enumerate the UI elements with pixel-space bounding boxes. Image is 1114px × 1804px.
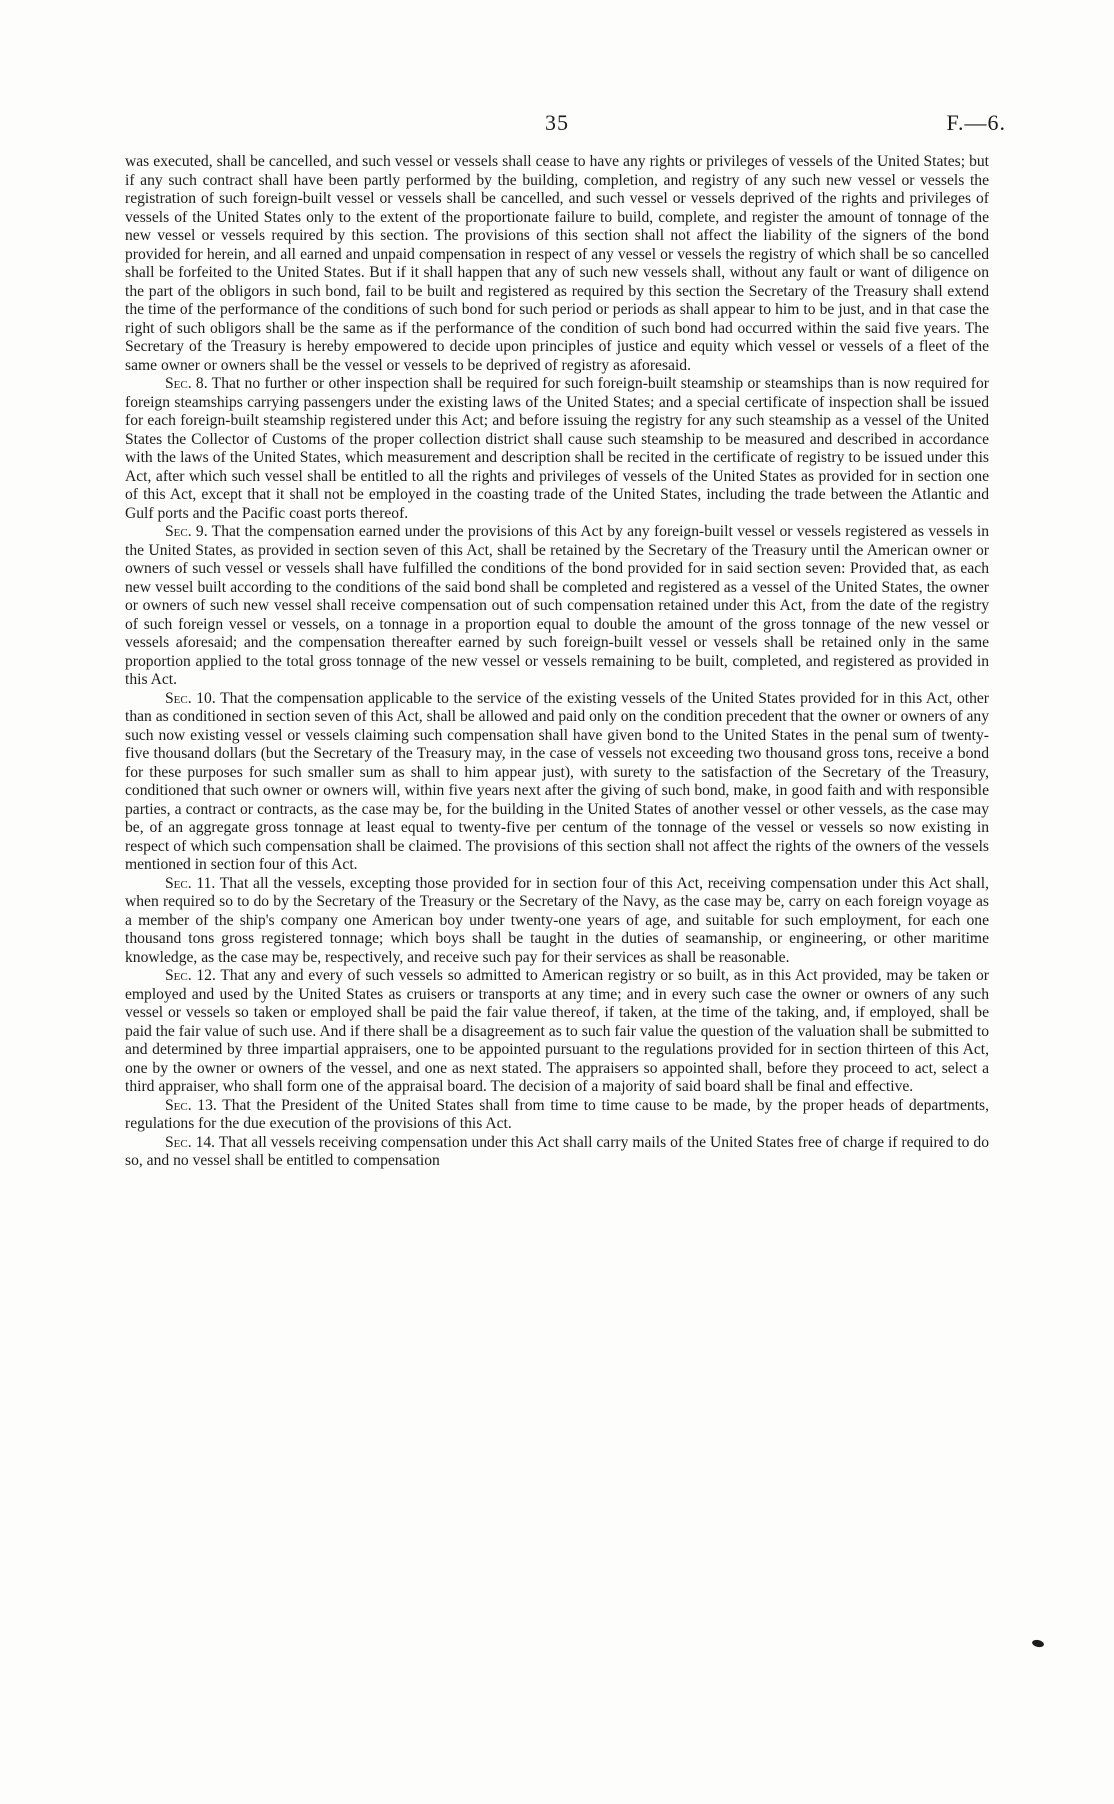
section-label: Sec. 8. [165, 375, 208, 392]
paragraph-text: was executed, shall be cancelled, and such vessel or vessels shall cease to have any rights or privileges of vessels of the United States; but if any such contract shall have been partly performed by the building, completion, and registry of any such new vessel or vessels the registration of such foreign-built vessel or vessels shall be cancelled, and such vessel or vessels deprived of the rights and privileges of vessels of the United States only to the extent of the proportionate failure to build, complete, and register the amount of tonnage of the new vessel or vessels required by this section. The provisions of this section shall not affect the liability of the signers of the bond provided for herein, and all earned and unpaid compensation in respect of any vessel or vessels the registry of which shall be so cancelled shall be forfeited to the United States. But if it shall happen that any of such new vessels shall, without any fault or want of diligence on the part of the obligors in such bond, fail to be built and registered as required by this section the Secretary of the Treasury shall extend the time of the performance of the conditions of such bond for such period or periods as shall appear to him to be just, and in that case the right of such obligors shall be the same as if the performance of the condition of such bond had occurred within the said five years. The Secretary of the Treasury is hereby empowered to decide upon principles of justice and equity which vessel or vessels of a fleet of the same owner or owners shall be the vessel or vessels to be deprived of registry as aforesaid. [125, 153, 989, 374]
section-label: Sec. 12. [165, 967, 216, 984]
section-label: Sec. 14. [165, 1133, 216, 1151]
paragraph-sec-12 [125, 967, 989, 1097]
section-label: Sec. 11. [165, 874, 216, 892]
paragraph-sec-9 [125, 523, 989, 690]
paragraph-continuation [125, 153, 989, 375]
document-body [125, 153, 989, 1171]
paragraph-text: That the compensation applicable to the service of the existing vessels of the United States provided for in this Act, other than as conditioned in section seven of this Act, shall be allowed and paid only on the condition precedent that the owner or owners of any such now existing vessel or vessels claiming such compensation shall have given bond to the United States in the penal sum of twenty-five thousand dollars (but the Secretary of the Treasury may, in the case of vessels not exceeding two thousand gross tons, receive a bond for these purposes for such smaller sum as shall to him appear just), with surety to the satisfaction of the Secretary of the Treasury, conditioned that such owner or owners will, within five years next after the giving of such bond, make, in good faith and with responsible parties, a contract or contracts, as the case may be, for the building in the United States of another vessel or other vessels, as the case may be, of an aggregate gross tonnage at least equal to twenty-five per centum of the tonnage of the vessel or vessels so now existing in respect of which such compensation shall be claimed. The provisions of this section shall not affect the rights of the owners of the vessels mentioned in section four of this Act. [125, 689, 989, 873]
paragraph-sec-14 [125, 1134, 989, 1171]
paragraph-text: That all the vessels, excepting those provided for in section four of this Act, receiving compensation under this Act shall, when required so to do by the Secretary of the Treasury or the Secretary of the Navy, as the case may be, carry on each foreign voyage as a member of the ship's company one American boy under twenty-one years of age, and suitable for such employment, for each one thousand tons gross registered tonnage; which boys shall be taught in the duties of seamanship, or engineering, or other maritime knowledge, as the case may be, respectively, and receive such pay for their services as shall be reasonable. [125, 874, 989, 966]
page-number: 35 [545, 110, 569, 135]
paragraph-text: That no further or other inspection shall be required for such foreign-built steamship or steamships than is now required for foreign steamships carrying passengers under the existing laws of the United States; and a special certificate of inspection shall be issued for each foreign-built steamship registered under this Act; and before issuing the registry for any such steamship as a vessel of the United States the Collector of Customs of the proper collection district shall cause such steamship to be measured and described in accordance with the laws of the United States, which measurement and description shall be recited in the certificate of registry to be issued under this Act, after which such vessel shall be entitled to all the rights and privileges of vessels of the United States as provided for in section one of this Act, except that it shall not be employed in the coasting trade of the United States, including the trade between the Atlantic and Gulf ports and the Pacific coast ports thereof. [125, 375, 989, 522]
paragraph-sec-10 [125, 690, 989, 875]
paragraph-text: That all vessels receiving compensation under this Act shall carry mails of the United States free of charge if required to do so, and no vessel shall be entitled to compensation [125, 1133, 989, 1169]
document-reference: F.—6. [946, 110, 1006, 135]
paragraph-text: That the compensation earned under the provisions of this Act by any foreign-built vessel or vessels registered as vessels in the United States, as provided in section seven of this Act, shall be retained by the Secretary of the Treasury until the American owner or owners of such vessel or vessels shall have fulfilled the conditions of the bond provided for in said section seven: Provided that, as each new vessel built according to the conditions of the said bond shall be completed and registered as a vessel of the United States, the owner or owners of such new vessel shall receive compensation out of such compensation retained under this Act, from the date of the registry of such foreign vessel or vessels, on a tonnage in a proportion equal to double the amount of the gross tonnage of the new vessel or vessels aforesaid; and the compensation thereafter earned by such foreign-built vessel or vessels shall be retained only in the same proportion applied to the total gross tonnage of the new vessel or vessels remaining to be built, completed, and registered as provided in this Act. [125, 523, 989, 688]
paragraph-sec-11 [125, 875, 989, 968]
ink-blot-mark [1031, 1639, 1044, 1648]
paragraph-sec-13 [125, 1097, 989, 1134]
paragraph-text: That the President of the United States shall from time to time cause to be made, by the proper heads of departments, regulations for the due execution of the provisions of this Act. [125, 1096, 989, 1132]
section-label: Sec. 9. [165, 523, 208, 540]
paragraph-sec-8 [125, 375, 989, 523]
section-label: Sec. 13. [165, 1096, 217, 1114]
paragraph-text: That any and every of such vessels so admitted to American registry or so built, as in this Act provided, may be taken or employed and used by the United States as cruisers or transports at any time; and in every such case the owner or owners of any such vessel or vessels so taken or employed shall be paid the fair value thereof, if taken, at the time of the taking, and, if employed, shall be paid the fair value of such use. And if there shall be a disagreement as to such fair value the question of the valuation shall be submitted to and determined by three impartial appraisers, one to be appointed pursuant to the regulations provided for in section thirteen of this Act, one by the owner or owners of the vessel, and one as next stated. The appraisers so appointed shall, before they proceed to act, select a third appraiser, who shall form one of the appraisal board. The decision of a majority of said board shall be final and effective. [125, 967, 989, 1095]
section-label: Sec. 10. [165, 689, 216, 707]
